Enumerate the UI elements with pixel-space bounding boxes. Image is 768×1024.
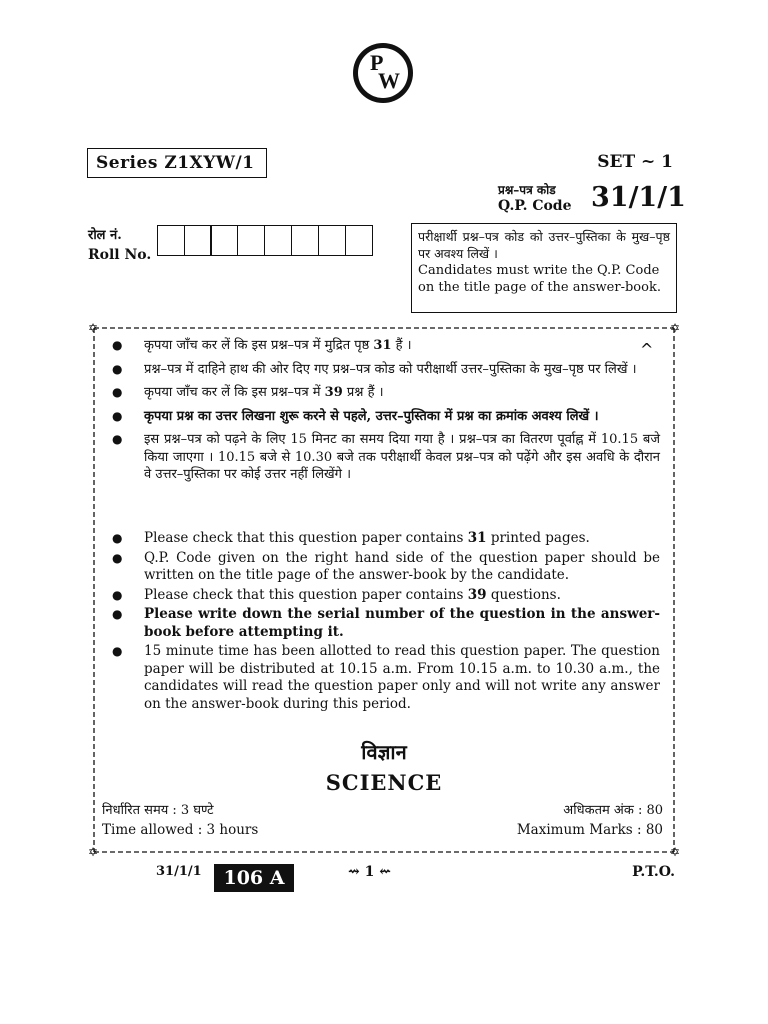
footer-badge bbox=[214, 864, 294, 892]
instruction-hindi-text-pre: कृपया जाँच कर लें कि इस प्रश्न–पत्र में मुद्रित पृष्ठ bbox=[144, 338, 374, 353]
instruction-hindi-text-bold: 39 bbox=[324, 385, 343, 400]
page-ornament-right-icon: ⇜ bbox=[374, 864, 391, 880]
instruction-english-text-pre: 15 minute time has been allotted to read this question paper. The question paper will be distributed at 10.15 a.m. From 10.15 a.m. to 10.30 a.m., the candidates will read the question paper only and will not write any answer on the answer-book during this period. bbox=[144, 643, 660, 712]
instruction-hindi-text-post: प्रश्न हैं । bbox=[342, 385, 384, 400]
instruction-english-item bbox=[112, 530, 660, 548]
instruction-english-text-bold: Please write down the serial number of the question in the answer-book before attempting it. bbox=[144, 606, 660, 640]
logo-letter-w: W bbox=[378, 68, 400, 93]
instruction-english-text-bold: 39 bbox=[467, 586, 487, 603]
roll-number-cell[interactable] bbox=[291, 225, 319, 256]
page-number bbox=[348, 864, 391, 880]
set-label: SET ~ 1 bbox=[597, 152, 673, 172]
logo-letter-p: P bbox=[370, 50, 384, 75]
instruction-hindi-item bbox=[112, 431, 660, 484]
pw-logo bbox=[353, 43, 413, 103]
time-allowed: Time allowed : 3 hours bbox=[102, 822, 259, 838]
qp-code: 31/1/1 bbox=[591, 182, 686, 213]
page-number-value: 1 bbox=[364, 864, 375, 880]
roll-number-cell[interactable] bbox=[345, 225, 373, 256]
subject-hindi: विज्ञान bbox=[361, 740, 407, 764]
corner-star-icon: ✡ bbox=[88, 845, 99, 858]
maximum-marks: Maximum Marks : 80 bbox=[516, 822, 663, 838]
instruction-hindi-item bbox=[112, 384, 660, 402]
instruction-english-text-pre: Please check that this question paper contains bbox=[144, 530, 468, 546]
instruction-english-text-post: questions. bbox=[486, 586, 561, 603]
instructions-english bbox=[112, 530, 660, 715]
roll-label-hindi: रोल नं. bbox=[88, 228, 122, 243]
roll-number-cell[interactable] bbox=[210, 225, 238, 256]
subject-title: SCIENCE bbox=[325, 770, 443, 795]
instruction-english-text-pre: Q.P. Code given on the right hand side of the question paper should be written on the title page of the answer-book by the candidate. bbox=[144, 549, 660, 583]
roll-number-cell[interactable] bbox=[264, 225, 292, 256]
instruction-hindi-text-bold: 31 bbox=[373, 338, 392, 353]
instruction-hindi-text-pre: इस प्रश्न–पत्र को पढ़ने के लिए 15 मिनट का समय दिया गया है । प्रश्न–पत्र का वितरण पूर्वाह्न में 10.15 बजे किया जाएगा । 10.15 बजे से 10.30 बजे तक परीक्षार्थी केवल प्रश्न–पत्र को पढ़ेंगे और इस अवधि के दौरान वे उत्तर–पुस्तिका पर कोई उत्तर नहीं लिखेंगे । bbox=[144, 432, 660, 482]
instruction-english-text-post: printed pages. bbox=[486, 530, 590, 546]
bullet-icon: ● bbox=[112, 550, 123, 565]
series-label: Series Z1XYW/1 bbox=[96, 153, 255, 173]
bullet-icon: ● bbox=[112, 531, 123, 545]
caret-mark: ^ bbox=[640, 340, 654, 359]
notice-hindi: परीक्षार्थी प्रश्न–पत्र कोड को उत्तर–पुस्तिका के मुख–पृष्ठ पर अवश्य लिखें । bbox=[418, 229, 670, 261]
instruction-english-item bbox=[112, 587, 660, 605]
instruction-hindi-text-post: हैं । bbox=[391, 338, 412, 353]
qp-code-hindi: प्रश्न–पत्र कोड bbox=[498, 183, 556, 197]
footer-badge-label: 106 A bbox=[223, 867, 285, 889]
corner-star-icon: ✡ bbox=[88, 322, 99, 335]
maximum-marks-hindi: अधिकतम अंक : 80 bbox=[563, 803, 663, 818]
roll-number-boxes[interactable] bbox=[158, 225, 373, 256]
instruction-hindi-text-bold: कृपया प्रश्न का उत्तर लिखना शुरू करने से पहले, उत्तर–पुस्तिका में प्रश्न का क्रमांक अवश्य लिखें । bbox=[144, 408, 599, 424]
page-ornament-left-icon: ⇝ bbox=[348, 864, 365, 880]
roll-number-cell[interactable] bbox=[237, 225, 265, 256]
roll-number-cell[interactable] bbox=[157, 225, 185, 256]
pto-label: P.T.O. bbox=[632, 864, 675, 880]
instruction-english-item bbox=[112, 606, 660, 641]
instruction-english-item bbox=[112, 550, 660, 585]
instruction-hindi-text-pre: कृपया जाँच कर लें कि इस प्रश्न–पत्र में bbox=[144, 385, 325, 400]
instruction-english-text-bold: 31 bbox=[467, 530, 487, 546]
bullet-icon: ● bbox=[112, 644, 123, 658]
footer-code: 31/1/1 bbox=[156, 864, 202, 879]
bullet-icon: ● bbox=[112, 607, 123, 621]
roll-number-cell[interactable] bbox=[184, 225, 212, 256]
candidate-notice bbox=[411, 223, 677, 313]
roll-number-cell[interactable] bbox=[318, 225, 346, 256]
instruction-english-text-pre: Please check that this question paper contains bbox=[144, 586, 468, 603]
bullet-icon: ● bbox=[112, 361, 123, 376]
instruction-hindi-item bbox=[112, 337, 660, 355]
corner-star-icon: ✡ bbox=[669, 845, 680, 858]
instructions-hindi bbox=[112, 337, 660, 490]
bullet-icon: ● bbox=[112, 338, 123, 352]
bullet-icon: ● bbox=[112, 432, 123, 446]
instruction-hindi-item bbox=[112, 408, 660, 426]
bullet-icon: ● bbox=[112, 385, 123, 399]
instruction-hindi-text-pre: प्रश्न–पत्र में दाहिने हाथ की ओर दिए गए प्रश्न–पत्र कोड को परीक्षार्थी उत्तर–पुस्तिका के मुख–पृष्ठ पर लिखें । bbox=[144, 361, 637, 377]
roll-label: Roll No. bbox=[88, 247, 152, 263]
time-allowed-hindi: निर्धारित समय : 3 घण्टे bbox=[102, 803, 214, 818]
bullet-icon: ● bbox=[112, 587, 123, 602]
bullet-icon: ● bbox=[112, 408, 123, 423]
qp-code-label: Q.P. Code bbox=[498, 198, 572, 214]
corner-star-icon: ✡ bbox=[669, 322, 680, 335]
series-box bbox=[87, 148, 267, 178]
instruction-english-item bbox=[112, 643, 660, 713]
instruction-hindi-item bbox=[112, 361, 660, 379]
notice-english: Candidates must write the Q.P. Code on the title page of the answer-book. bbox=[418, 263, 661, 295]
